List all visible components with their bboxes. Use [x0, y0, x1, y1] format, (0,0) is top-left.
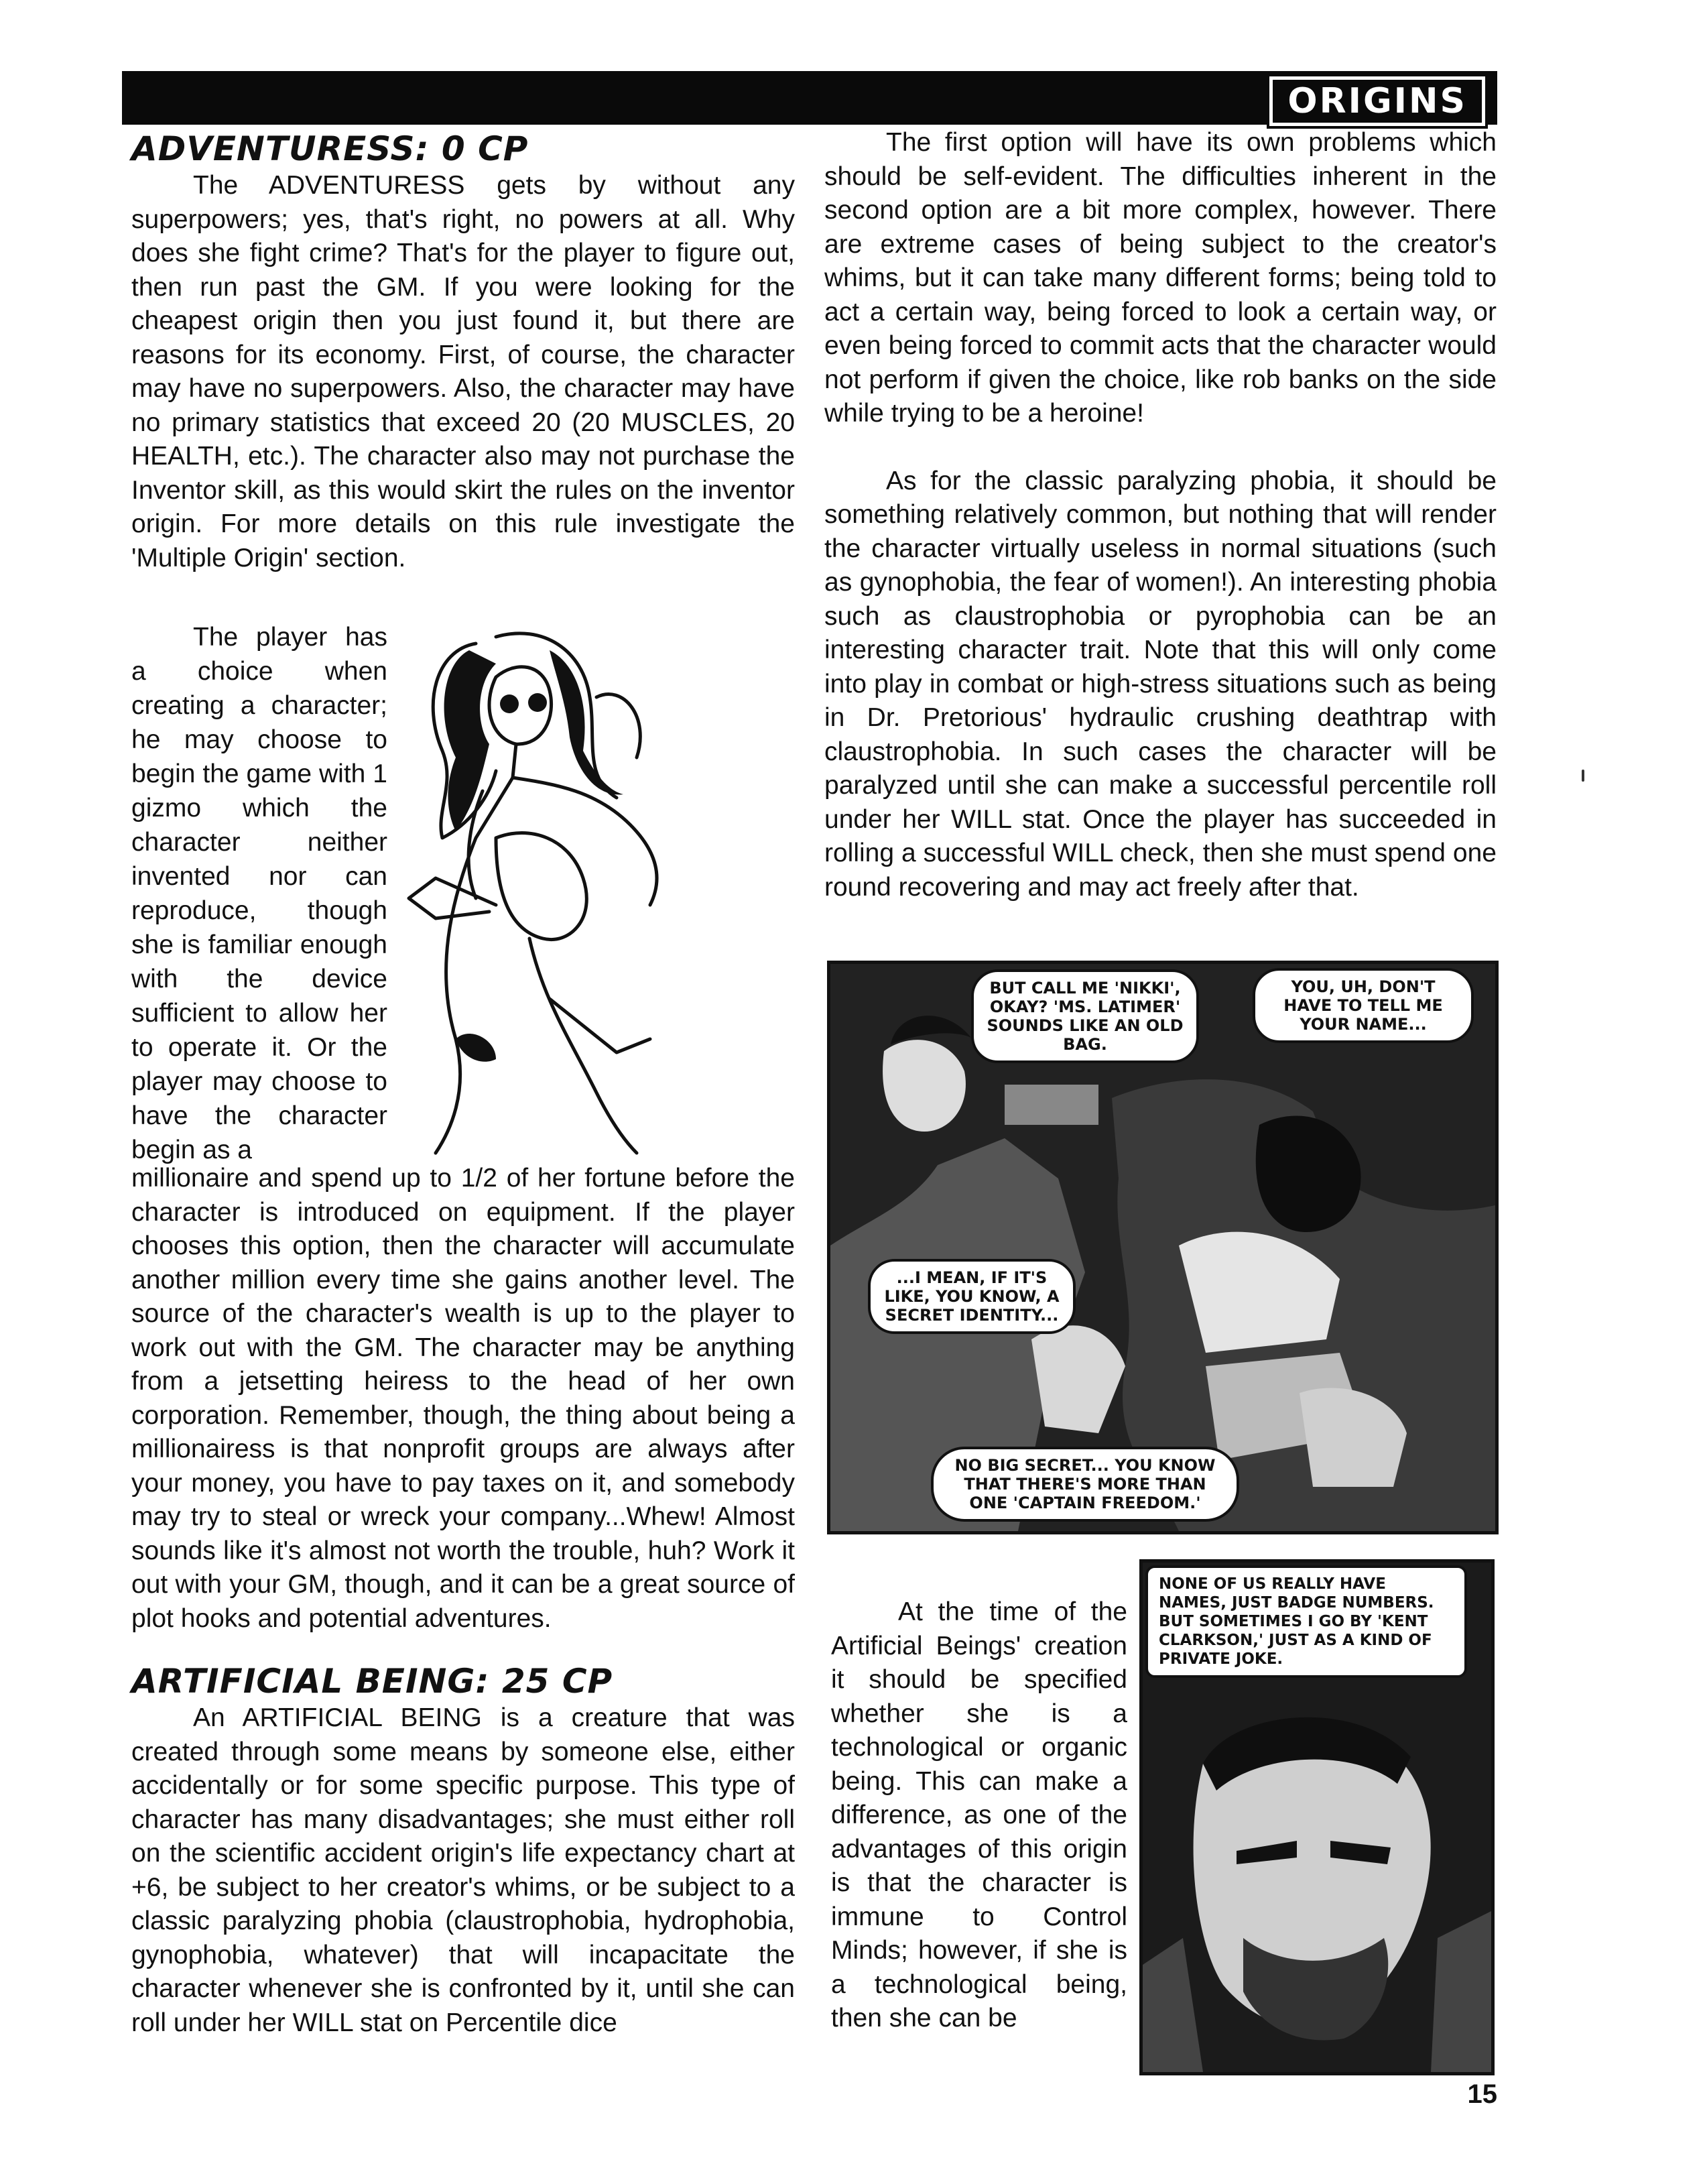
- comic-panel-2: [1139, 1559, 1495, 2075]
- comic-speech-bubble-1: BUT CALL ME 'NIKKI', OKAY? 'MS. LATIMER' SOUNDS LIKE AN OLD BAG.: [971, 969, 1199, 1063]
- scan-speck: [1582, 770, 1584, 782]
- comic-speech-bubble-2: YOU, UH, DON'T HAVE TO TELL ME YOUR NAME...: [1253, 968, 1474, 1043]
- comic-panel-1: [827, 961, 1499, 1534]
- comic-speech-bubble-3: ...I MEAN, IF IT'S LIKE, YOU KNOW, A SECRET IDENTITY...: [868, 1259, 1076, 1334]
- adventuress-figure-drawing: [395, 623, 677, 1160]
- adventuress-paragraph-2b-block: [131, 1162, 795, 2040]
- page-number: 15: [1467, 2079, 1497, 2109]
- right-paragraph-2: As for the classic paralyzing phobia, it should be something relatively common, but nothing that will render the character virtually useless in normal situations (such as gynophobia, the fear of women!). An interesting phobia such as claustrophobia or pyrophobia can be an interesting character trait. Note that this will only come into play in combat or high-stress situations such as being in Dr. Pretorious' hydraulic crushing deathtrap with claustrophobia. In such cases the character will be paralyzed until she can make a successful percentile roll under her WILL stat. Once the player has succeeded in rolling a successful WILL check, then she must spend one round recovering and may act freely after that.: [824, 466, 1497, 902]
- adventuress-heading: ADVENTURESS: 0 CP: [131, 129, 529, 168]
- right-paragraph-3-block: [831, 1595, 1127, 2036]
- adventuress-paragraph-2a-text: The player has a choice when creating a character; he may choose to begin the game with 1 gizmo which the character neither invented nor can reproduce, though she is familiar enough with the device sufficient to allow her to operate it. Or the player may choose to have the character begin as a: [131, 623, 387, 1164]
- left-column: [131, 129, 795, 575]
- artificial-being-paragraph-1: An ARTIFICIAL BEING is a creature that was created through some means by someone else, either accidentally or for some specific purpose. This type of character has many disadvantages; she must either roll on the scientific accident origin's life expectancy chart at +6, be subject to her creator's whims, or be subject to a classic paralyzing phobia (claustrophobia, hydrophobia, gynophobia, whatever) that will incapacitate the character whenever she is confronted by it, until she can roll under her WILL stat on Percentile dice: [131, 1703, 795, 2037]
- adventuress-paragraph-2b: millionaire and spend up to 1/2 of her fortune before the character is introduced on equipment. If the player chooses this option, then the character will accumulate another million every time she gains another level. The source of the character's wealth is up to the player to work out with the GM. The character may be anything from a jetsetting heiress to the head of her own corporation. Remember, though, the thing about being a millionairess is that nonprofit groups are always after your money, you have to pay taxes on it, and somebody may try to steal or wreck your company...Whew! Almost sounds like it's almost not worth the trouble, huh? Work it out with your GM, though, and it can be a great source of plot hooks and potential adventures.: [131, 1164, 795, 1633]
- right-column: [824, 126, 1497, 904]
- adventuress-illustration: [395, 623, 677, 1160]
- right-paragraph-1: The first option will have its own problems which should be self-evident. The difficulties inherent in the second option are a bit more complex, however. There are extreme cases of being subject to the creator's whims, but it can take many different forms; being told to act a certain way, being forced to look a certain way, or even being forced to commit acts that the character would not perform if given the choice, like rob banks on the side while trying to be a heroine!: [824, 128, 1497, 428]
- header-bar: [122, 71, 1497, 125]
- section-title: ORIGINS: [1269, 76, 1485, 126]
- artificial-being-heading: ARTIFICIAL BEING: 25 CP: [131, 1662, 613, 1701]
- adventuress-paragraph-1: The ADVENTURESS gets by without any superpowers; yes, that's right, no powers at all. Why does she fight crime? That's for the player to figure out, then run past the GM. If you were looking for the cheapest origin then you just found it, but there are reasons for its economy. First, of course, the character may have no superpowers. Also, the character may have no primary statistics that exceed 20 (20 MUSCLES, 20 HEALTH, etc.). The character also may not purchase the Inventor skill, as this would skirt the rules on the inventor origin. For more details on this rule investigate the 'Multiple Origin' section.: [131, 171, 795, 572]
- adventuress-paragraph-2a: [131, 620, 387, 1167]
- comic-caption-box: NONE OF US REALLY HAVE NAMES, JUST BADGE NUMBERS. BUT SOMETIMES I GO BY 'KENT CLARKSON,' JUST AS A KIND OF PRIVATE JOKE.: [1145, 1565, 1467, 1678]
- right-paragraph-3: At the time of the Artificial Beings' creation it should be specified whether she is a technological or organic being. This can make a difference, as one of the advantages of this origin is that the character is immune to Control Minds; however, if she is a technological being, then she can be: [831, 1597, 1127, 2033]
- comic-speech-bubble-4: NO BIG SECRET... YOU KNOW THAT THERE'S MORE THAN ONE 'CAPTAIN FREEDOM.': [931, 1447, 1239, 1522]
